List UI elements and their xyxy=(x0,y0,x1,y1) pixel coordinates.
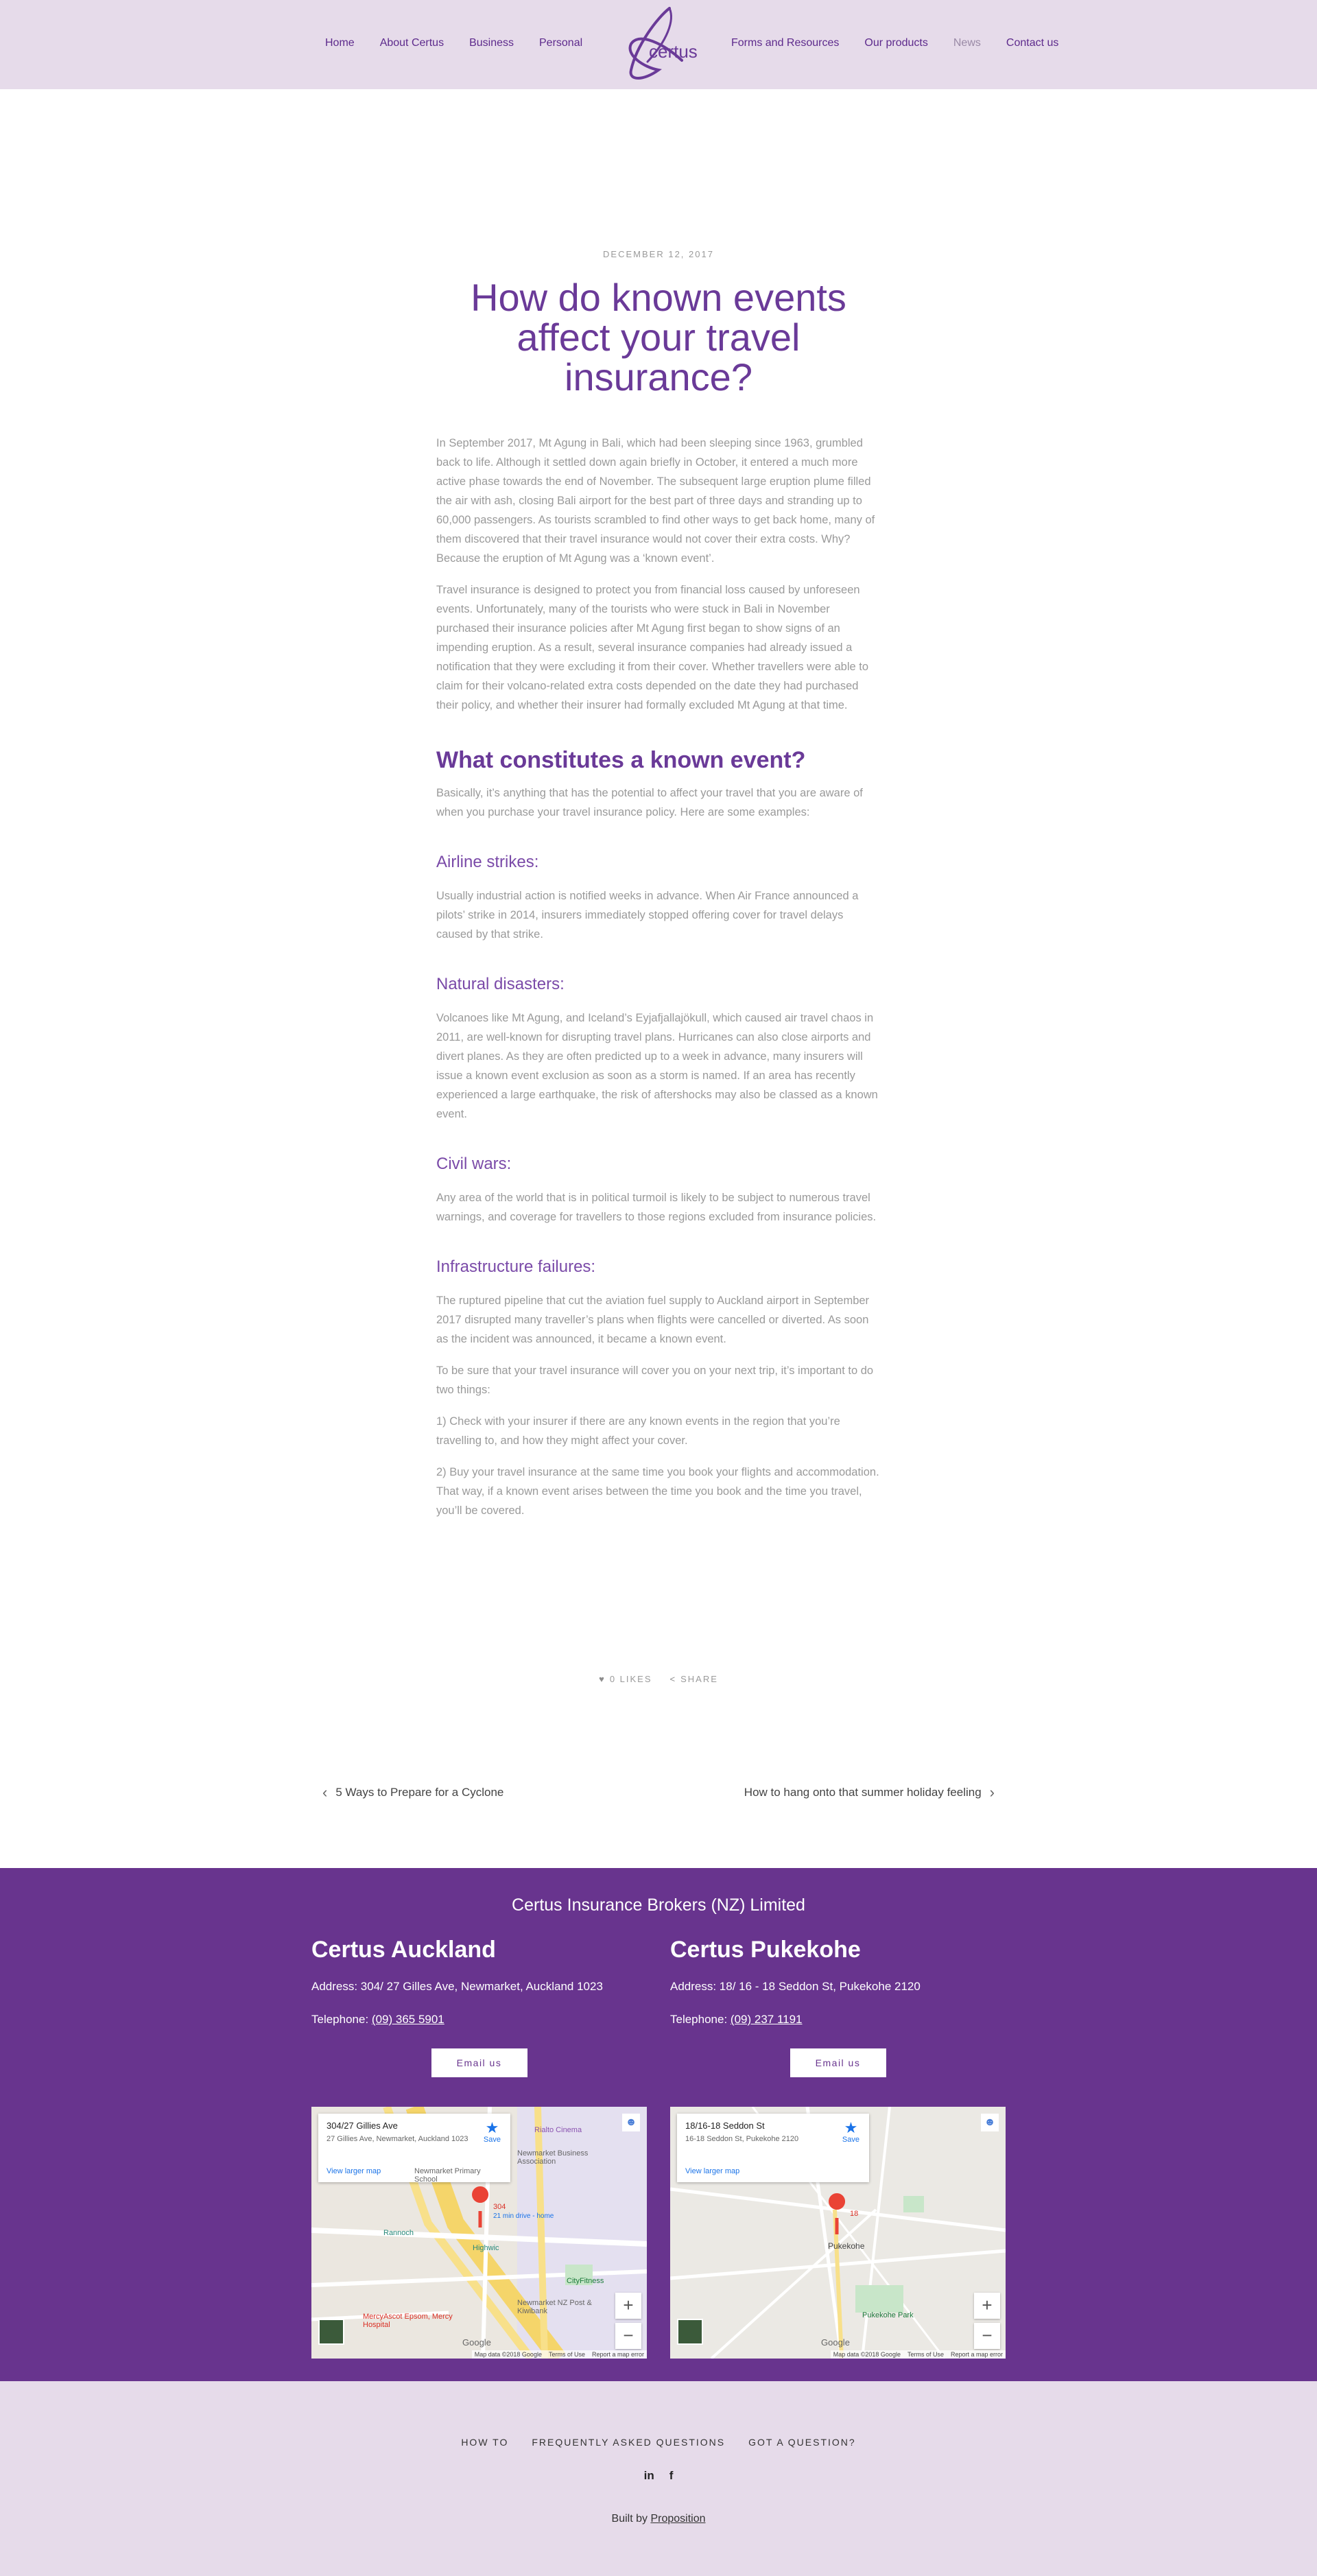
post-actions xyxy=(0,1674,1317,1684)
paragraph: The ruptured pipeline that cut the aviation fuel supply to Auckland airport in September 2017 disrupted many traveller’s plans when flights were cancelled or diverted. As soon as the incident was announced, it became a known event. xyxy=(436,1295,870,1345)
paragraph: To be sure that your travel insurance will cover you on your next trip, it’s important to do two things: xyxy=(436,1364,874,1396)
google-logo: Google xyxy=(462,2337,491,2348)
like-button[interactable] xyxy=(599,1674,652,1684)
nav-contact[interactable]: Contact us xyxy=(1006,37,1059,49)
office-pukekohe xyxy=(670,1937,1006,2077)
logo-text: certus xyxy=(649,41,698,62)
likes-count: 0 LIKES xyxy=(609,1674,652,1684)
map-poi: MercyAscot Epsom, Mercy Hospital xyxy=(363,2313,453,2329)
paragraph: Travel insurance is designed to protect you from financial loss caused by unforeseen events. Unfortunately, many of the tourists who were stuck in Bali in November purchased their insurance policies after Mt Agung first began to show signs of an impending eruption. As a result, several insurance companies had already issued a notification that they were excluding it from their cover. Whether travellers were able to claim for their volcano-related extra costs depended on the date they had purchased their policy, and whether their insurer had formally excluded Mt Agung at that time. xyxy=(436,584,869,711)
next-post-title: How to hang onto that summer holiday feeling xyxy=(744,1786,982,1799)
nav-forms[interactable]: Forms and Resources xyxy=(731,37,840,49)
map-poi: Pukekohe Park xyxy=(862,2311,914,2319)
linkedin-icon[interactable]: in xyxy=(643,2469,654,2482)
view-larger-map-link[interactable]: View larger map xyxy=(685,2167,740,2175)
certus-logo[interactable] xyxy=(616,4,701,85)
map-data-credit: Map data ©2018 Google xyxy=(474,2351,542,2358)
paragraph: 2) Buy your travel insurance at the same time you book your flights and accommodation. That way, if a known event arises between the time you book and the time you travel, you’ll be covered. xyxy=(436,1466,879,1517)
nav-about[interactable]: About Certus xyxy=(379,37,444,49)
office-auckland xyxy=(311,1937,647,2077)
report-error-link[interactable]: Report a map error xyxy=(950,2351,1003,2358)
map-place-address: 27 Gillies Ave, Newmarket, Auckland 1023 xyxy=(327,2135,468,2143)
map-place-title: 18/16-18 Seddon St xyxy=(685,2120,765,2131)
view-larger-map-link[interactable]: View larger map xyxy=(327,2167,381,2175)
office-address: Address: 304/ 27 Gilles Ave, Newmarket, Auckland 1023 xyxy=(311,1980,603,1993)
map-poi: Newmarket Primary School xyxy=(414,2167,481,2184)
map-poi: Rannoch xyxy=(383,2229,414,2237)
subheading-civil: Civil wars: xyxy=(436,1155,512,1173)
nav-left xyxy=(325,37,582,49)
map-poi: Highwic xyxy=(473,2244,499,2252)
nav-business[interactable]: Business xyxy=(469,37,514,49)
social-links xyxy=(0,2469,1317,2483)
map-place-title: 304/27 Gillies Ave xyxy=(327,2120,398,2131)
map-poi: Pukekohe xyxy=(828,2241,865,2251)
save-label: Save xyxy=(483,2136,501,2144)
telephone-label: Telephone: xyxy=(670,2013,731,2026)
nav-products[interactable]: Our products xyxy=(864,37,928,49)
company-name: Certus Insurance Brokers (NZ) Limited xyxy=(512,1895,805,1915)
save-place-button[interactable] xyxy=(842,2120,859,2144)
subheading-natural: Natural disasters: xyxy=(436,975,565,993)
zoom-out-button[interactable]: − xyxy=(974,2323,1000,2349)
terms-link[interactable]: Terms of Use xyxy=(548,2351,585,2358)
post-navigation xyxy=(322,1784,995,1801)
map-credits xyxy=(831,2350,1006,2359)
proposition-link[interactable]: Proposition xyxy=(650,2513,706,2525)
site-footer xyxy=(0,2381,1317,2576)
star-icon: ★ xyxy=(844,2119,858,2136)
office-address: Address: 18/ 16 - 18 Seddon St, Pukekohe 2120 xyxy=(670,1980,921,1993)
map-poi: Newmarket Business Association xyxy=(517,2149,589,2166)
nav-right xyxy=(731,37,1058,49)
prev-post-title: 5 Ways to Prepare for a Cyclone xyxy=(335,1786,504,1799)
next-post-link[interactable] xyxy=(744,1784,995,1801)
email-us-button[interactable]: Email us xyxy=(431,2048,527,2077)
office-telephone xyxy=(670,2013,1006,2026)
satellite-toggle[interactable] xyxy=(318,2319,344,2345)
subheading-airline: Airline strikes: xyxy=(436,853,539,871)
paragraph: Any area of the world that is in political turmoil is likely to be subject to numerous travel warnings, and coverage for travellers to those regions excluded from insurance policies. xyxy=(436,1192,877,1223)
nav-home[interactable]: Home xyxy=(325,37,355,49)
footer-link-how-to[interactable]: HOW TO xyxy=(461,2437,509,2448)
subheading-infrastructure: Infrastructure failures: xyxy=(436,1257,596,1276)
save-place-button[interactable] xyxy=(484,2120,501,2144)
zoom-in-button[interactable]: + xyxy=(974,2293,1000,2319)
telephone-link[interactable]: (09) 237 1191 xyxy=(730,2013,803,2026)
map-poi: Newmarket NZ Post & Kiwibank xyxy=(517,2299,592,2315)
office-name: Certus Pukekohe xyxy=(670,1937,861,1963)
built-by-label: Built by xyxy=(611,2513,651,2525)
map-poi: CityFitness xyxy=(567,2277,604,2285)
map-data-credit: Map data ©2018 Google xyxy=(833,2351,901,2358)
map-pin-label: 304 xyxy=(493,2203,506,2211)
star-icon: ★ xyxy=(485,2119,499,2136)
google-logo: Google xyxy=(821,2337,850,2348)
page-title: How do known events affect your travel insurance? xyxy=(471,276,846,399)
facebook-icon[interactable]: f xyxy=(669,2469,674,2482)
footer-links xyxy=(0,2437,1317,2448)
zoom-in-button[interactable]: + xyxy=(615,2293,641,2319)
prev-post-link[interactable] xyxy=(322,1784,503,1801)
map-info-card xyxy=(677,2114,869,2182)
share-button[interactable] xyxy=(670,1674,718,1684)
telephone-link[interactable]: (09) 365 5901 xyxy=(371,2013,444,2026)
nav-news[interactable]: News xyxy=(953,37,981,49)
map-place-address: 16-18 Seddon St, Pukekohe 2120 xyxy=(685,2135,799,2143)
built-by xyxy=(0,2513,1317,2525)
site-header xyxy=(0,0,1317,89)
heart-icon: ♥ xyxy=(599,1674,606,1684)
map-auckland[interactable] xyxy=(311,2107,647,2359)
map-poi: Rialto Cinema xyxy=(534,2126,582,2134)
office-name: Certus Auckland xyxy=(311,1937,496,1963)
save-label: Save xyxy=(842,2136,859,2144)
footer-link-question[interactable]: GOT A QUESTION? xyxy=(748,2437,856,2448)
office-telephone xyxy=(311,2013,647,2026)
chevron-left-icon: ‹ xyxy=(322,1784,328,1801)
satellite-toggle[interactable] xyxy=(677,2319,703,2345)
section-heading: What constitutes a known event? xyxy=(436,747,806,773)
contact-footer xyxy=(0,1868,1317,2381)
chevron-right-icon: › xyxy=(989,1784,995,1801)
share-icon: < xyxy=(669,1674,677,1684)
map-credits xyxy=(472,2350,647,2359)
map-drive-time: 21 min drive - home xyxy=(493,2212,554,2220)
paragraph: Volcanoes like Mt Agung, and Iceland’s Eyjafjallajökull, which caused air travel chaos in 2011, are well-known for disrupting travel plans. Hurricanes can also close airports and divert planes. As they are often predicted up to a week in advance, many insurers will issue a known event exclusion as soon as a storm is named. If an area has recently experienced a large earthquake, the risk of aftershocks may also be classed as a known event. xyxy=(436,1012,878,1120)
report-error-link[interactable]: Report a map error xyxy=(591,2351,644,2358)
street-view-icon[interactable]: ☻ xyxy=(622,2114,640,2131)
zoom-out-button[interactable]: − xyxy=(615,2323,641,2349)
paragraph: In September 2017, Mt Agung in Bali, which had been sleeping since 1963, grumbled back to life. Although it settled down again briefly in October, it entered a much more active phase towards the end of November. The subsequent large eruption plume filled the air with ash, closing Bali airport for the best part of three days and stranding up to 60,000 passengers. As tourists scrambled to find other ways to get back home, many of them discovered that their travel insurance would not cover their extra costs. Why? Because the eruption of Mt Agung was a ‘known event’. xyxy=(436,437,875,565)
map-pin-label: 18 xyxy=(850,2210,859,2218)
paragraph: Basically, it’s anything that has the potential to affect your travel that you are aware of when you purchase your travel insurance policy. Here are some examples: xyxy=(436,787,863,818)
nav-personal[interactable]: Personal xyxy=(539,37,583,49)
terms-link[interactable]: Terms of Use xyxy=(907,2351,944,2358)
street-view-icon[interactable]: ☻ xyxy=(981,2114,999,2131)
paragraph: 1) Check with your insurer if there are any known events in the region that you’re travelling to, and how they might affect your cover. xyxy=(436,1415,840,1447)
map-pukekohe[interactable] xyxy=(670,2107,1006,2359)
telephone-label: Telephone: xyxy=(311,2013,372,2026)
post-date: DECEMBER 12, 2017 xyxy=(603,249,714,259)
share-label: SHARE xyxy=(680,1674,718,1684)
email-us-button[interactable]: Email us xyxy=(790,2048,886,2077)
footer-link-faq[interactable]: FREQUENTLY ASKED QUESTIONS xyxy=(532,2437,726,2448)
paragraph: Usually industrial action is notified weeks in advance. When Air France announced a pilots’ strike in 2014, insurers immediately stopped offering cover for travel delays caused by that strike. xyxy=(436,890,859,941)
article-body xyxy=(436,434,881,1533)
